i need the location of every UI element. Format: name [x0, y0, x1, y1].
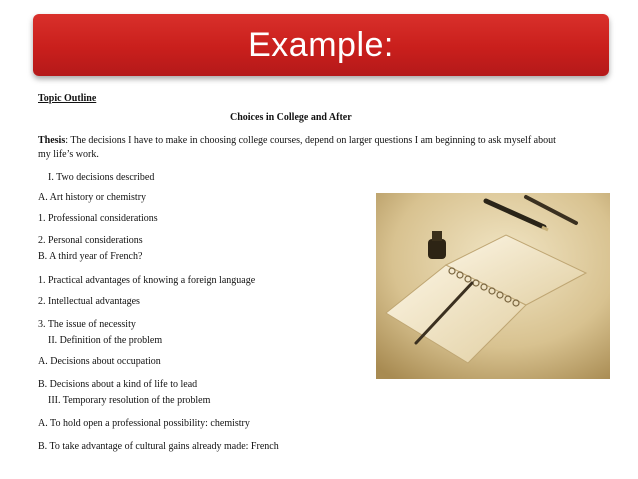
outline-line: 2. Personal considerations: [38, 235, 143, 246]
outline-line: A. Decisions about occupation: [38, 356, 161, 367]
notebook-pen-image: [376, 193, 610, 379]
outline-line: A. To hold open a professional possibility: chemistry: [38, 418, 250, 429]
outline-line: III. Temporary resolution of the problem: [48, 395, 211, 406]
slide-title: Example:: [248, 25, 394, 64]
outline-line: II. Definition of the problem: [48, 335, 163, 346]
outline-line: 1. Practical advantages of knowing a foreign language: [38, 275, 256, 286]
title-banner: [33, 14, 609, 76]
outline-line: 2. Intellectual advantages: [38, 296, 140, 307]
outline-line: 3. The issue of necessity: [38, 319, 136, 330]
outline-line: A. Art history or chemistry: [38, 192, 147, 203]
outline-line: B. A third year of French?: [38, 251, 143, 262]
thesis-label: Thesis: [38, 135, 66, 146]
outline-line: I. Two decisions described: [48, 172, 155, 183]
outline-line: B. To take advantage of cultural gains already made: French: [38, 441, 279, 452]
outline-line: B. Decisions about a kind of life to lead: [38, 379, 198, 390]
essay-title: Choices in College and After: [230, 112, 352, 123]
outline-line: 1. Professional considerations: [38, 213, 158, 224]
thesis-text: : The decisions I have to make in choosing college courses, depend on larger questions I am beginning to ask myself about my life’s work.: [38, 135, 556, 160]
thesis-statement: [38, 134, 558, 162]
outline-label: Topic Outline: [38, 93, 97, 104]
